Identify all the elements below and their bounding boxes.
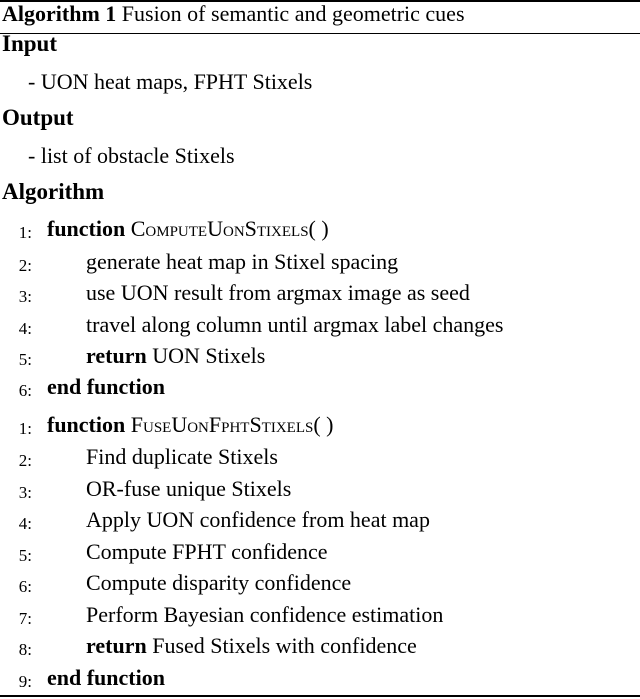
line-number: 1: <box>18 223 32 242</box>
line-number: 8: <box>18 640 32 659</box>
line-number: 3: <box>18 287 32 306</box>
return-value: UON Stixels <box>152 343 266 368</box>
input-item: - UON heat maps, FPHT Stixels <box>28 69 313 94</box>
step-text: Perform Bayesian confidence estimation <box>86 602 444 627</box>
step-text: travel along column until argmax label changes <box>86 312 504 337</box>
function-keyword: function <box>47 216 126 241</box>
return-value: Fused Stixels with confidence <box>152 633 417 658</box>
return-keyword: return <box>86 633 147 658</box>
bottom-rule <box>0 695 640 697</box>
function-name: ComputeUonStixels <box>130 216 309 241</box>
function-keyword: function <box>47 412 126 437</box>
step-text: use UON result from argmax image as seed <box>86 280 470 305</box>
step-text: Compute FPHT confidence <box>86 539 328 564</box>
step-text: Find duplicate Stixels <box>86 444 278 469</box>
function-signature <box>47 412 334 438</box>
step-text: generate heat map in Stixel spacing <box>86 249 399 274</box>
line-number: 1: <box>18 419 32 438</box>
input-heading: Input <box>2 31 57 56</box>
function-name: FuseUonFphtStixels <box>130 412 314 437</box>
line-number: 2: <box>18 451 32 470</box>
return-keyword: return <box>86 343 147 368</box>
line-number: 6: <box>18 381 32 400</box>
algorithm-heading: Algorithm <box>2 179 105 204</box>
algorithm-caption <box>2 1 465 27</box>
function-parens: ( ) <box>313 412 334 437</box>
step-text: Apply UON confidence from heat map <box>86 507 430 532</box>
end-function: end function <box>47 665 165 690</box>
output-heading: Output <box>2 105 74 130</box>
line-number: 4: <box>18 514 32 533</box>
step-text <box>86 633 417 659</box>
step-text: Compute disparity confidence <box>86 570 352 595</box>
line-number: 7: <box>18 609 32 628</box>
line-number: 9: <box>18 672 32 691</box>
line-number: 5: <box>18 350 32 369</box>
line-number: 6: <box>18 577 32 596</box>
line-number: 3: <box>18 483 32 502</box>
step-text: OR-fuse unique Stixels <box>86 476 292 501</box>
caption-label: Algorithm 1 <box>2 1 117 26</box>
end-function: end function <box>47 374 165 399</box>
function-signature <box>47 216 329 242</box>
line-number: 4: <box>18 319 32 338</box>
line-number: 5: <box>18 546 32 565</box>
caption-rule <box>0 33 640 34</box>
line-number: 2: <box>18 256 32 275</box>
function-parens: ( ) <box>308 216 329 241</box>
caption-title: Fusion of semantic and geometric cues <box>121 1 465 26</box>
step-text <box>86 343 265 369</box>
output-item: - list of obstacle Stixels <box>28 143 235 168</box>
